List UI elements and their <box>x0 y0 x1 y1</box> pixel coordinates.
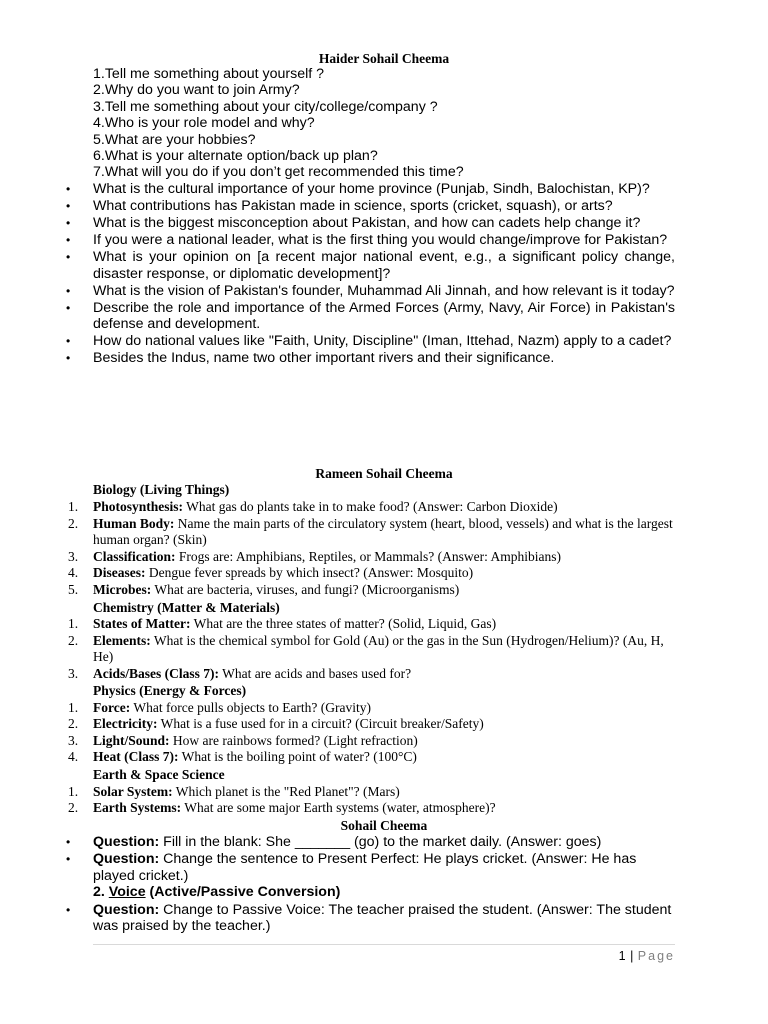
list-item: • What is the biggest misconception about Pakistan, and how can cadets help change it? <box>93 215 675 232</box>
numbered-question: 1.Tell me something about yourself ? <box>93 66 325 82</box>
chemistry-list <box>68 616 675 682</box>
list-item: 2. Electricity: What is a fuse used for in a circuit? (Circuit breaker/Safety) <box>68 716 484 732</box>
group-heading-earth-space: Earth & Space Science <box>93 767 225 782</box>
list-item: 1. Force: What force pulls objects to Earth? (Gravity) <box>68 699 372 715</box>
list-item: 3. Classification: Frogs are: Amphibians, Reptiles, or Mammals? (Answer: Amphibians) <box>68 548 561 564</box>
list-item: • Question: Change to Passive Voice: The teacher praised the student. (Answer: The student was praised by the teacher.) <box>93 902 675 935</box>
section-title-rameen: Rameen Sohail Cheema <box>315 466 453 481</box>
list-item: • What is your opinion on [a recent major national event, e.g., a significant policy change, disaster response, or diplomatic development]? <box>93 249 675 282</box>
physics-list <box>68 699 675 766</box>
list-item: • Besides the Indus, name two other important rivers and their significance. <box>93 350 675 367</box>
list-item: 2. Human Body: Name the main parts of the circulatory system (heart, blood, vessels) and what is the largest human organ? (Skin) <box>68 515 673 548</box>
numbered-question: 3.Tell me something about your city/college/company ? <box>93 98 438 115</box>
grammar-questions-list-b <box>93 902 675 936</box>
group-heading-chemistry: Chemistry (Matter & Materials) <box>93 599 280 615</box>
list-item: 1. States of Matter: What are the three states of matter? (Solid, Liquid, Gas) <box>68 616 497 631</box>
section-title-haider: Haider Sohail Cheema <box>318 51 450 66</box>
footer-separator: | <box>630 949 634 963</box>
list-item: 4. Diseases: Dengue fever spreads by which insect? (Answer: Mosquito) <box>68 565 474 581</box>
list-item: 5. Microbes: What are bacteria, viruses, and fungi? (Microorganisms) <box>68 581 460 597</box>
page-number: 1 <box>618 949 627 963</box>
list-item: • How do national values like "Faith, Unity, Discipline" (Iman, Ittehad, Nazm) apply to a cadet? <box>93 333 675 350</box>
list-item: • If you were a national leader, what is the first thing you would change/improve for Pakistan? <box>93 232 675 249</box>
earth-space-list <box>68 783 675 817</box>
list-item: • Question: Fill in the blank: She _______ (go) to the market daily. (Answer: goes) <box>93 834 675 851</box>
group-heading-physics: Physics (Energy & Forces) <box>93 683 247 698</box>
numbered-question: 7.What will you do if you don’t get recommended this time? <box>93 164 464 181</box>
numbered-question: 6.What is your alternate option/back up plan? <box>93 148 378 164</box>
numbered-question: 5.What are your hobbies? <box>93 131 256 148</box>
list-item: • What is the vision of Pakistan's founder, Muhammad Ali Jinnah, and how relevant is it today? <box>93 283 675 300</box>
grammar-questions-list-a <box>93 834 675 885</box>
list-item: 4. Heat (Class 7): What is the boiling point of water? (100°C) <box>68 749 417 765</box>
list-item: 3. Light/Sound: How are rainbows formed? (Light refraction) <box>68 732 418 748</box>
page-footer <box>619 948 675 964</box>
group-heading-biology: Biology (Living Things) <box>93 482 230 497</box>
list-item: 2. Earth Systems: What are some major Earth systems (water, atmosphere)? <box>68 800 496 816</box>
list-item: • What is the cultural importance of your home province (Punjab, Sindh, Balochistan, KP)? <box>93 181 675 198</box>
section-title-sohail: Sohail Cheema <box>340 818 428 833</box>
national-questions-list <box>93 181 675 367</box>
list-item: • Question: Change the sentence to Present Perfect: He plays cricket. (Answer: He has played cricket.) <box>93 851 675 884</box>
list-item: • Describe the role and importance of the Armed Forces (Army, Navy, Air Force) in Pakistan's defense and development. <box>93 300 675 333</box>
numbered-question: 2.Why do you want to join Army? <box>93 82 300 99</box>
biology-list <box>68 499 675 599</box>
list-item: 1. Photosynthesis: What gas do plants take in to make food? (Answer: Carbon Dioxide) <box>68 499 558 514</box>
list-item: 3. Acids/Bases (Class 7): What are acids and bases used for? <box>68 665 412 681</box>
list-item: 1. Solar System: Which planet is the "Red Planet"? (Mars) <box>68 783 400 799</box>
footer-divider <box>93 944 675 945</box>
list-item: 2. Elements: What is the chemical symbol for Gold (Au) or the gas in the Sun (Hydrogen/Helium)? (Au, H, He) <box>68 632 664 665</box>
page-label: Page <box>637 949 675 963</box>
numbered-question: 4.Who is your role model and why? <box>93 115 315 132</box>
list-item: • What contributions has Pakistan made in science, sports (cricket, squash), or arts? <box>93 198 675 215</box>
voice-subheading: 2. Voice (Active/Passive Conversion) <box>93 884 341 900</box>
